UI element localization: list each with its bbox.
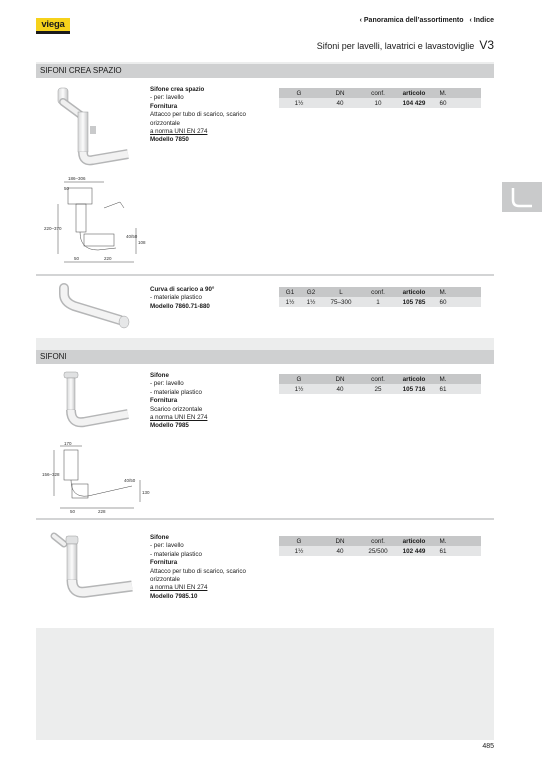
table-cell: 1½ — [301, 297, 321, 307]
col-header: articolo — [395, 88, 433, 98]
product-image-7985-10 — [48, 530, 140, 614]
article-number[interactable]: 105 785 — [395, 297, 433, 307]
table-cell: 1½ — [279, 297, 301, 307]
product-name: Sifone — [150, 534, 169, 541]
top-navigation — [360, 17, 494, 24]
dim-label: 40/50 — [124, 478, 136, 483]
col-header: G1 — [279, 287, 301, 297]
spec-table-7985 — [279, 374, 481, 394]
table-cell-blank — [453, 297, 481, 307]
col-header: DN — [319, 374, 361, 384]
col-header: conf. — [361, 374, 395, 384]
table-cell: 61 — [433, 384, 453, 394]
table-cell-blank — [453, 98, 481, 108]
chapter-tab[interactable] — [502, 182, 542, 212]
fornitura-label: Fornitura — [150, 559, 178, 567]
col-header: DN — [319, 88, 361, 98]
dim-label: 130 — [142, 490, 150, 495]
table-cell: 1½ — [279, 546, 319, 556]
dim-label: 50 — [70, 509, 76, 514]
technical-drawing-7850 — [44, 174, 154, 266]
col-header: conf. — [361, 88, 395, 98]
article-number[interactable]: 104 429 — [395, 98, 433, 108]
page-title — [317, 38, 494, 52]
table-cell: 25/500 — [361, 546, 395, 556]
col-header: M. — [433, 536, 453, 546]
col-header: G — [279, 88, 319, 98]
siphon-tab-icon — [502, 182, 542, 212]
col-header: DN — [319, 536, 361, 546]
table-cell: 1½ — [279, 98, 319, 108]
product-description — [150, 286, 278, 311]
spec-table-7850 — [279, 88, 481, 108]
product-block-7985 — [36, 364, 494, 518]
table-cell: 40 — [319, 546, 361, 556]
article-number[interactable]: 105 716 — [395, 384, 433, 394]
page-title-text: Sifoni per lavelli, lavatrici e lavastoviglie — [316, 41, 475, 51]
table-cell: 60 — [433, 98, 453, 108]
table-cell: 60 — [433, 297, 453, 307]
dim-label: 108 — [138, 240, 146, 245]
spec-table-7860 — [279, 287, 481, 307]
dim-label: 228 — [98, 509, 106, 514]
section-header-sifoni: SIFONI — [36, 350, 494, 364]
dim-label: 220–370 — [44, 226, 62, 231]
modello-label: Modello 7985.10 — [150, 592, 198, 600]
product-image-7860 — [56, 282, 136, 332]
viega-logo — [36, 18, 70, 34]
table-cell: 1 — [361, 297, 395, 307]
modello-label: Modello 7850 — [150, 136, 189, 144]
fornitura-text: Scarico orizzontale — [150, 405, 203, 413]
modello-label: Modello 7985 — [150, 422, 189, 430]
product-description — [150, 534, 278, 601]
product-image-7850 — [48, 82, 138, 166]
table-cell: 75–300 — [321, 297, 361, 307]
modello-label: Modello 7860.71-880 — [150, 302, 210, 310]
product-description — [150, 372, 278, 431]
article-number[interactable]: 102 449 — [395, 546, 433, 556]
fornitura-label: Fornitura — [150, 397, 178, 405]
col-header: articolo — [395, 287, 433, 297]
product-attribute: - per: lavello — [150, 542, 184, 550]
dim-label: 156–328 — [42, 472, 60, 477]
fornitura-text: Attacco per tubo di scarico, scarico orizzontale — [150, 567, 246, 584]
table-cell: 61 — [433, 546, 453, 556]
norma-link[interactable]: a norma UNI EN 274 — [150, 128, 208, 136]
content-area — [36, 62, 494, 740]
product-block-7860 — [36, 276, 494, 338]
col-header: articolo — [395, 374, 433, 384]
col-header: G — [279, 374, 319, 384]
col-header: conf. — [361, 287, 395, 297]
product-name: Sifone — [150, 372, 169, 379]
col-header: G2 — [301, 287, 321, 297]
dim-label: 50 — [74, 256, 80, 261]
fornitura-text: Attacco per tubo di scarico, scarico orizzontale — [150, 111, 246, 127]
table-cell-blank — [453, 384, 481, 394]
col-header-blank — [453, 88, 481, 98]
col-header: conf. — [361, 536, 395, 546]
norma-link[interactable]: a norma UNI EN 274 — [150, 414, 208, 422]
product-attribute: - materiale plastico — [150, 550, 202, 558]
table-cell: 10 — [361, 98, 395, 108]
logo-text: viega — [41, 19, 65, 30]
page-code: V3 — [479, 38, 494, 52]
col-header-blank — [453, 374, 481, 384]
product-attribute: - per: lavello — [150, 94, 184, 102]
product-attribute: - materiale plastico — [150, 294, 202, 302]
col-header: M. — [433, 88, 453, 98]
product-attribute: - per: lavello — [150, 380, 184, 388]
table-cell: 40 — [319, 98, 361, 108]
table-cell: 1½ — [279, 384, 319, 394]
product-description — [150, 86, 278, 145]
page-number: 485 — [482, 743, 494, 750]
nav-link-panoramica[interactable]: ‹ Panoramica dell’assortimento — [360, 17, 464, 24]
col-header: G — [279, 536, 319, 546]
product-name: Curva di scarico a 90° — [150, 286, 215, 293]
table-cell: 25 — [361, 384, 395, 394]
technical-drawing-7985 — [42, 440, 154, 514]
product-block-7985-10 — [36, 520, 494, 628]
dim-label: 50 — [64, 186, 70, 191]
product-attribute: - materiale plastico — [150, 388, 202, 396]
col-header: L — [321, 287, 361, 297]
product-block-7850 — [36, 78, 494, 274]
product-name: Sifone crea spazio — [150, 86, 205, 93]
fornitura-label: Fornitura — [150, 102, 178, 110]
col-header: articolo — [395, 536, 433, 546]
norma-link[interactable]: a norma UNI EN 274 — [150, 584, 208, 592]
dim-label: 220 — [104, 256, 112, 261]
dim-label: 170 — [64, 441, 72, 446]
dim-label: 40/50 — [126, 234, 138, 239]
section-header-sifoni-crea-spazio: SIFONI CREA SPAZIO — [36, 64, 494, 78]
spec-table-7985-10 — [279, 536, 481, 556]
dim-label: 186–306 — [68, 176, 86, 181]
col-header-blank — [453, 287, 481, 297]
nav-link-indice[interactable]: ‹ Indice — [469, 17, 494, 24]
product-image-7985 — [58, 370, 138, 434]
col-header: M. — [433, 287, 453, 297]
table-cell-blank — [453, 546, 481, 556]
table-cell: 40 — [319, 384, 361, 394]
col-header: M. — [433, 374, 453, 384]
col-header-blank — [453, 536, 481, 546]
